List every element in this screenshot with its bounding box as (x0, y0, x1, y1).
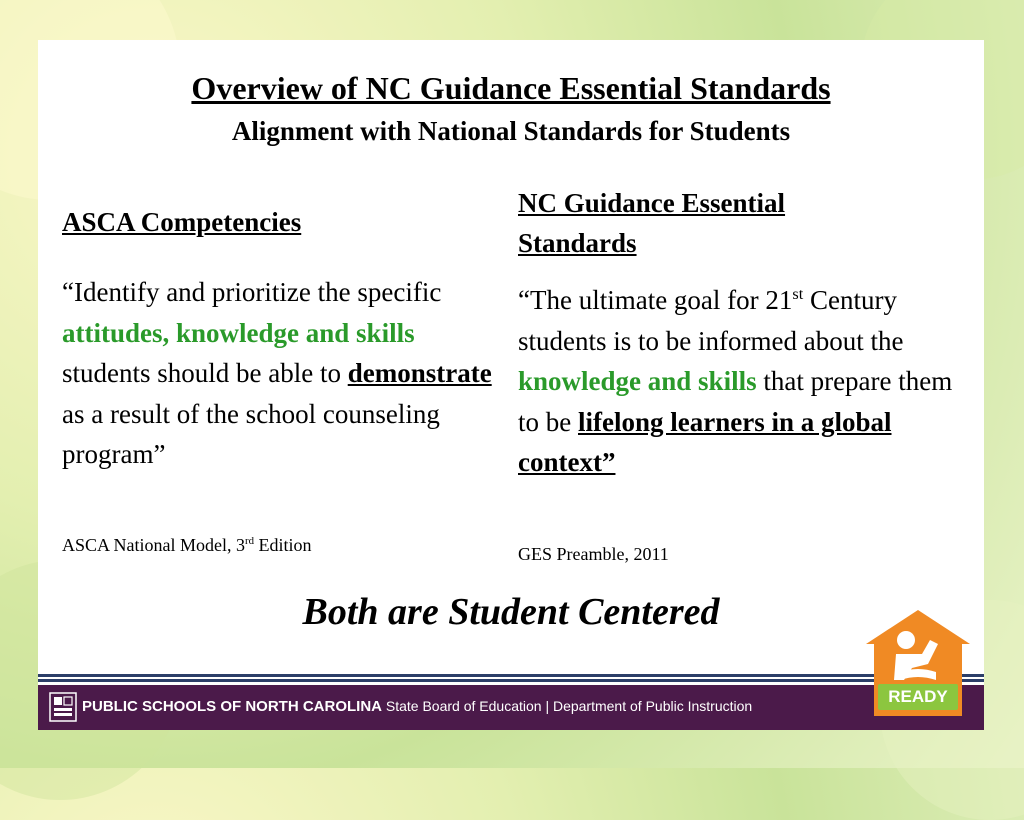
footer-org: PUBLIC SCHOOLS OF NORTH CAROLINA (82, 698, 382, 715)
left-quote-highlight: attitudes, knowledge and skills (62, 317, 415, 348)
left-citation-sup: rd (245, 535, 254, 547)
left-citation (62, 535, 312, 556)
left-citation-text: Edition (254, 535, 312, 555)
slide-subtitle: Alignment with National Standards for Students (231, 116, 791, 146)
left-quote-part: students should be able to (62, 358, 348, 388)
right-quote-part: that prepare them to be (518, 366, 953, 437)
footer-bar (38, 685, 984, 730)
right-quote-sup: st (792, 285, 804, 303)
ready-logo (866, 610, 970, 722)
left-column-quote (62, 272, 498, 475)
footer-divider (38, 679, 984, 682)
slide-panel (38, 40, 984, 730)
right-quote-part: “The ultimate goal for 21 (518, 285, 793, 315)
slide-title: Overview of NC Guidance Essential Standards (191, 70, 831, 106)
footer-caption (82, 698, 752, 715)
right-quote-highlight: knowledge and skills (518, 366, 757, 396)
right-column-quote (518, 280, 958, 483)
slide-tagline: Both are Student Centered (302, 591, 720, 633)
ready-label: READY (878, 684, 958, 710)
left-quote-part: “Identify and prioritize the specific (62, 277, 442, 307)
right-quote-part: Century students is to be informed about the (518, 285, 904, 356)
left-citation-text: ASCA National Model, 3 (62, 535, 245, 555)
footer-dept: State Board of Education | Department of Public Instruction (382, 698, 753, 714)
left-quote-part: as a result of the school counseling program” (62, 398, 440, 469)
left-quote-emphasis: demonstrate (347, 358, 492, 388)
left-column-heading: ASCA Competencies (62, 207, 302, 237)
footer-divider (38, 674, 984, 677)
right-quote-emphasis: lifelong learners in a global context” (518, 406, 892, 477)
right-column-heading: NC Guidance Essential Standards (518, 188, 786, 258)
nc-seal-icon (48, 691, 78, 723)
right-citation: GES Preamble, 2011 (518, 544, 669, 564)
